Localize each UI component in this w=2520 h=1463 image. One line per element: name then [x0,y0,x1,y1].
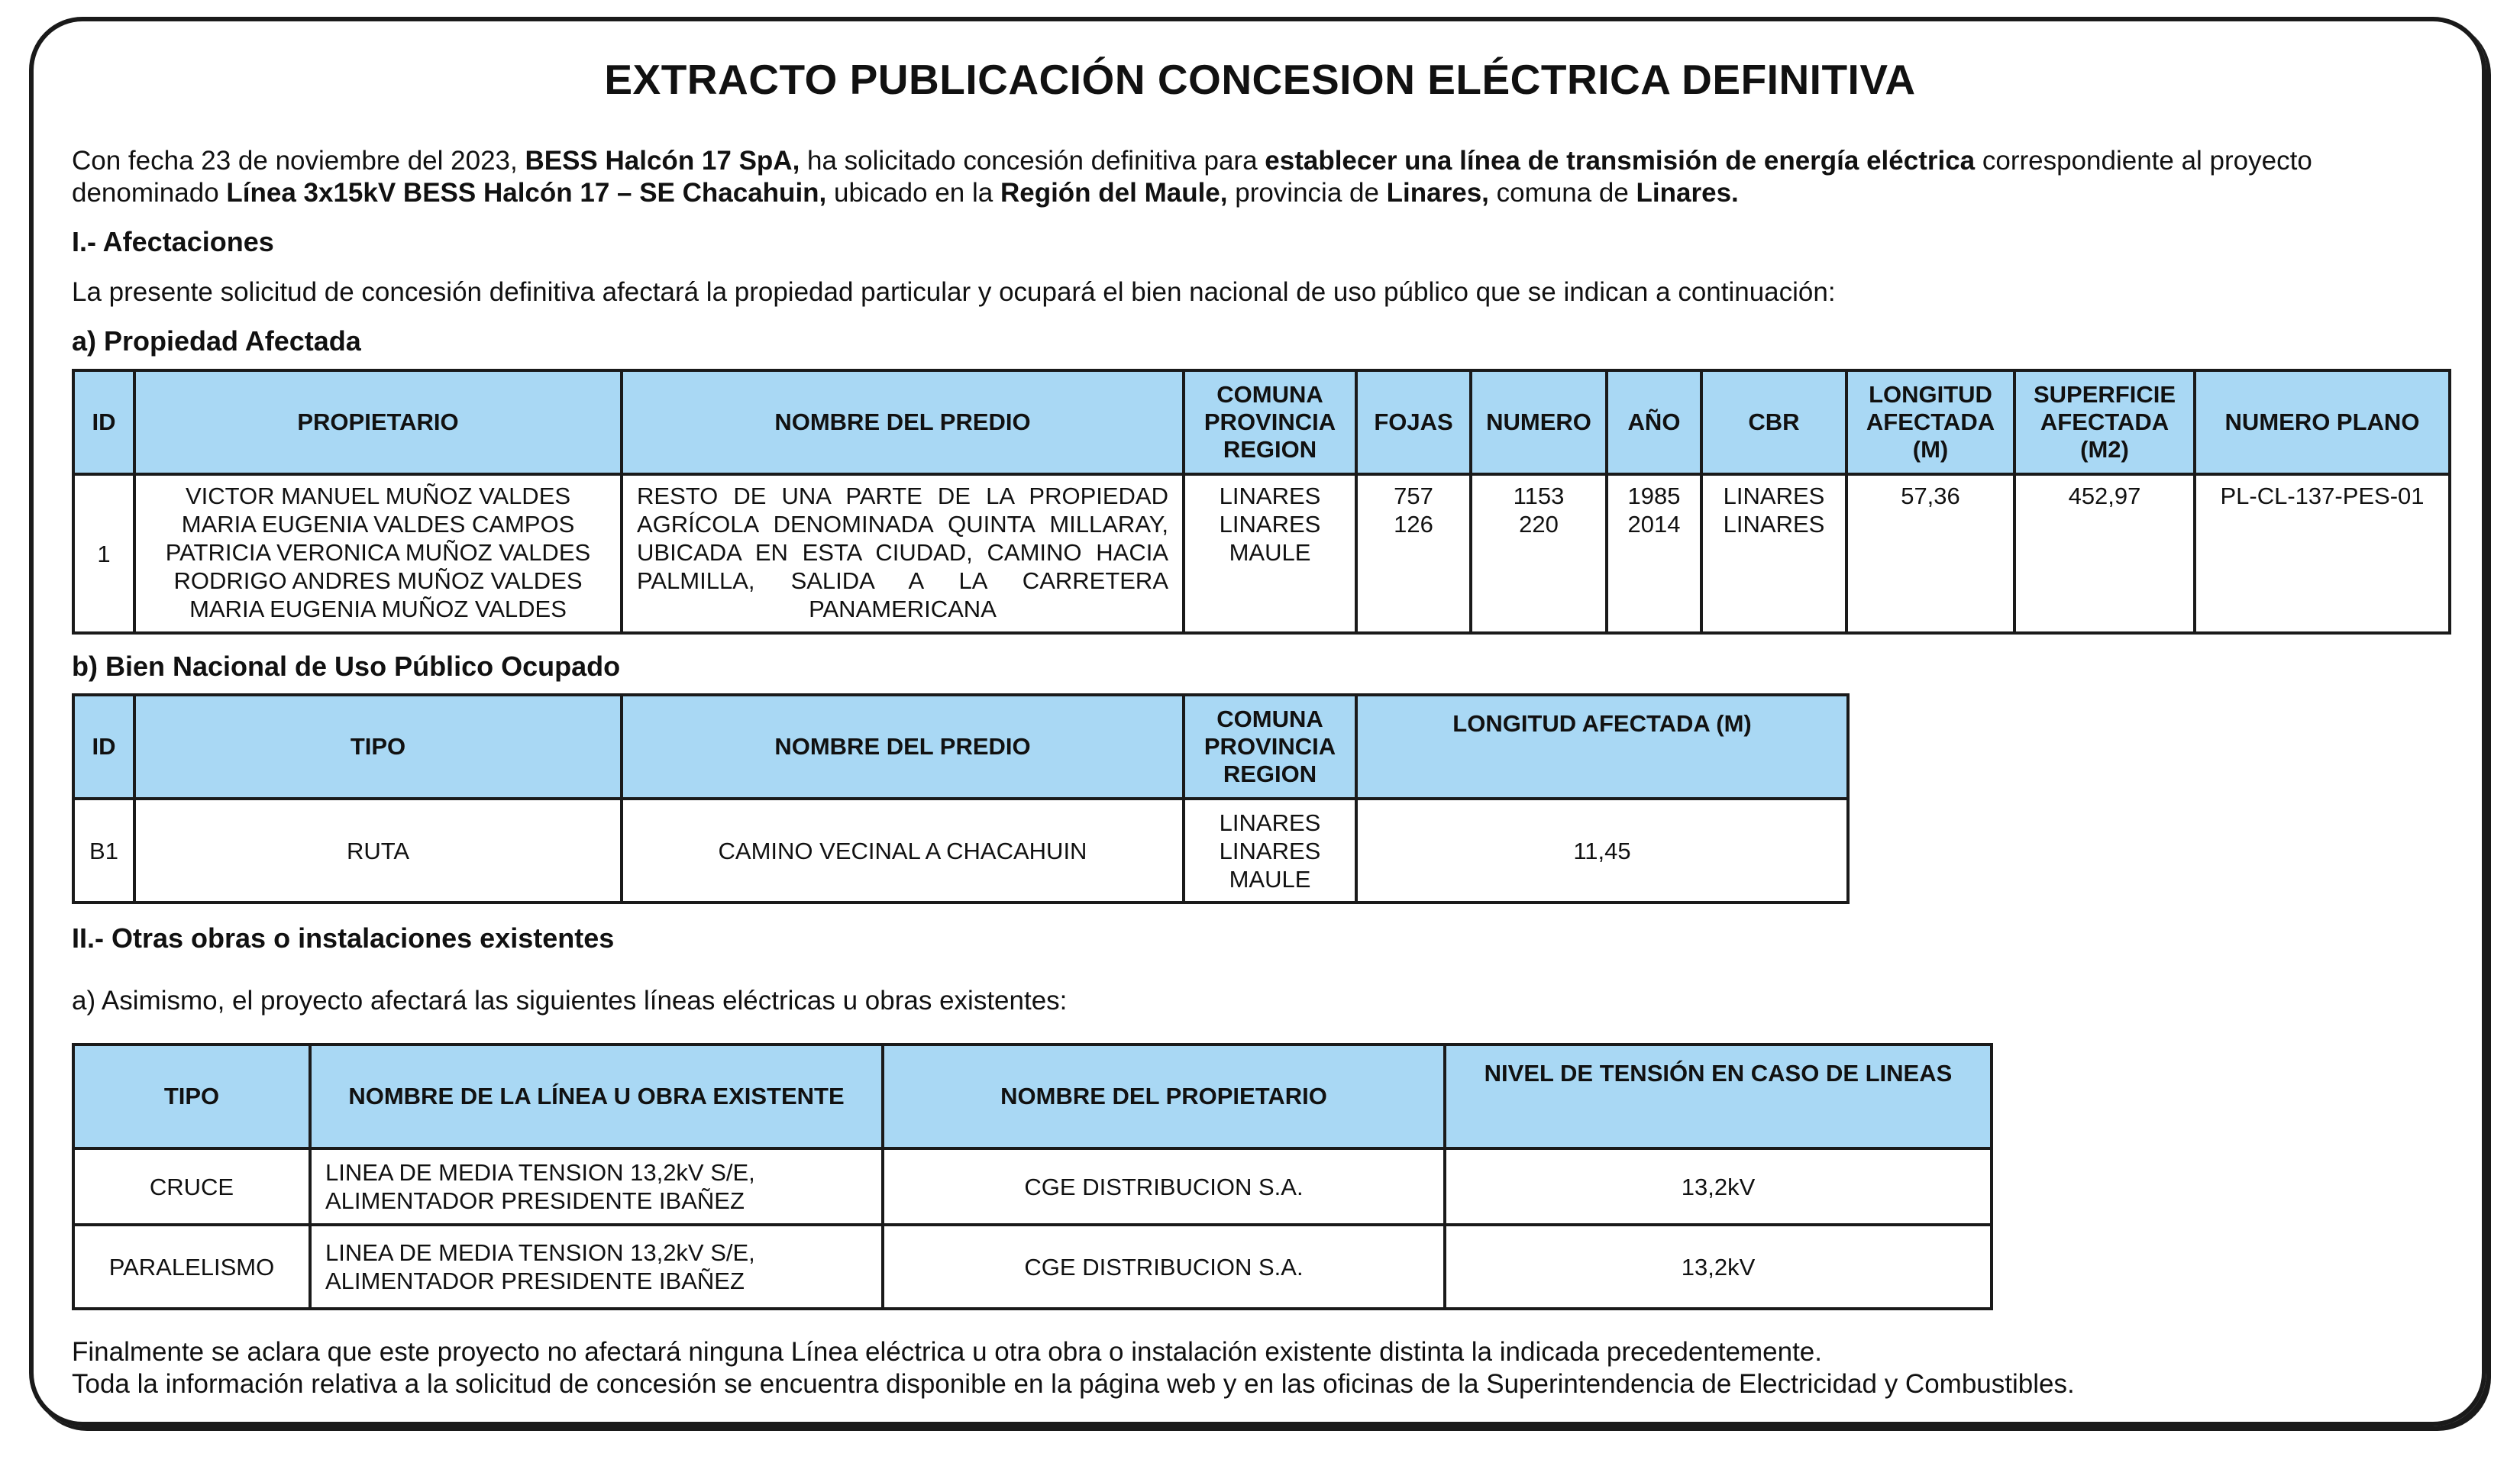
intro-text: ubicado en la [826,178,1000,208]
cell-cbr: LINARES LINARES [1701,474,1846,633]
col-header-comuna: COMUNA PROVINCIA REGION [1184,370,1356,474]
intro-text: correspondiente al proyecto [1975,146,2312,176]
province-name: Linares, [1386,178,1489,208]
document-title: EXTRACTO PUBLICACIÓN CONCESION ELÉCTRICA DEFINITIVA [604,56,1916,103]
table-header-row [73,695,1848,799]
table-row [73,799,1848,903]
col-header-anio: AÑO [1607,370,1701,474]
cell-id: 1 [73,474,134,633]
cell-longitud: 57,36 [1846,474,2014,633]
cell-longitud: 11,45 [1356,799,1848,903]
table-header-row [73,1045,1992,1148]
cell-tipo: CRUCE [73,1148,310,1225]
col-header-id: ID [73,695,134,799]
cell-nivel-tension: 13,2kV [1445,1225,1992,1309]
table-propiedad-afectada [72,369,2451,635]
col-header-tipo: TIPO [73,1045,310,1148]
table-row [73,1225,1992,1309]
col-header-nombre-propietario: NOMBRE DEL PROPIETARIO [883,1045,1445,1148]
col-header-nombre-obra: NOMBRE DE LA LÍNEA U OBRA EXISTENTE [310,1045,883,1148]
col-header-longitud: LONGITUD AFECTADA (M) [1356,695,1848,799]
col-header-comuna: COMUNA PROVINCIA REGION [1184,695,1356,799]
table-row [73,1148,1992,1225]
col-header-tipo: TIPO [134,695,622,799]
cell-numero: 1153 220 [1471,474,1607,633]
footer-line-2: Toda la información relativa a la solicitud de concesión se encuentra disponible en la página web y en las oficinas de la Superintendencia de Electricidad y Combustibles. [72,1369,2075,1399]
commune-name: Linares. [1636,178,1739,208]
cell-nombre-predio: CAMINO VECINAL A CHACAHUIN [622,799,1184,903]
table-header-row [73,370,2450,474]
intro-text: ha solicitado concesión definitiva para [800,146,1265,176]
col-header-cbr: CBR [1701,370,1846,474]
table-otras-obras [72,1043,1993,1310]
section-heading-afectaciones: I.- Afectaciones [72,226,274,257]
col-header-superficie: SUPERFICIE AFECTADA (M2) [2014,370,2195,474]
company-name: BESS Halcón 17 SpA, [525,146,800,176]
project-name: Línea 3x15kV BESS Halcón 17 – SE Chacahuin, [226,178,827,208]
intro-text: Con fecha 23 de noviembre del 2023, [72,146,525,176]
cell-numero-plano: PL-CL-137-PES-01 [2195,474,2450,633]
section-text-afectaciones: La presente solicitud de concesión definitiva afectará la propiedad particular y ocupará el bien nacional de uso público que se indican a continuación: [72,277,1836,307]
col-header-numero: NUMERO [1471,370,1607,474]
cell-nivel-tension: 13,2kV [1445,1148,1992,1225]
cell-id: B1 [73,799,134,903]
intro-text: comuna de [1488,178,1636,208]
cell-comuna: LINARES LINARES MAULE [1184,799,1356,903]
subheading-propiedad-afectada: a) Propiedad Afectada [72,325,361,357]
cell-comuna: LINARES LINARES MAULE [1184,474,1356,633]
col-header-longitud: LONGITUD AFECTADA (M) [1846,370,2014,474]
cell-superficie: 452,97 [2014,474,2195,633]
cell-fojas: 757 126 [1356,474,1471,633]
col-header-nombre-predio: NOMBRE DEL PREDIO [622,370,1184,474]
intro-paragraph [72,145,2312,209]
footer-note [72,1336,2075,1400]
subheading-bien-nacional: b) Bien Nacional de Uso Público Ocupado [72,651,621,682]
cell-propietario: CGE DISTRIBUCION S.A. [883,1148,1445,1225]
table-bien-nacional [72,693,1850,904]
intro-text: denominado [72,178,227,208]
col-header-numero-plano: NUMERO PLANO [2195,370,2450,474]
region-name: Región del Maule, [1000,178,1228,208]
cell-propietario: VICTOR MANUEL MUÑOZ VALDES MARIA EUGENIA VALDES CAMPOS PATRICIA VERONICA MUÑOZ VALDES RODRIGO ANDRES MUÑOZ VALDES MARIA EUGENIA MUÑOZ VALDES [134,474,622,633]
col-header-nivel-tension: NIVEL DE TENSIÓN EN CASO DE LINEAS [1445,1045,1992,1148]
intro-line-2 [72,177,2312,209]
cell-nombre-obra: LINEA DE MEDIA TENSION 13,2kV S/E, ALIMENTADOR PRESIDENTE IBAÑEZ [310,1225,883,1309]
cell-propietario: CGE DISTRIBUCION S.A. [883,1225,1445,1309]
intro-line-1 [72,145,2312,177]
col-header-nombre-predio: NOMBRE DEL PREDIO [622,695,1184,799]
table-row [73,474,2450,633]
section-text-otras-obras: a) Asimismo, el proyecto afectará las siguientes líneas eléctricas u obras existentes: [72,986,1068,1016]
intro-text: provincia de [1227,178,1387,208]
cell-tipo: PARALELISMO [73,1225,310,1309]
cell-anio: 1985 2014 [1607,474,1701,633]
footer-line-1: Finalmente se aclara que este proyecto no afectará ninguna Línea eléctrica u otra obra o instalación existente distinta la indicada precedentemente. [72,1337,1822,1367]
cell-nombre-obra: LINEA DE MEDIA TENSION 13,2kV S/E, ALIMENTADOR PRESIDENTE IBAÑEZ [310,1148,883,1225]
concession-purpose: establecer una línea de transmisión de energía eléctrica [1265,146,1976,176]
col-header-id: ID [73,370,134,474]
section-heading-otras-obras: II.- Otras obras o instalaciones existentes [72,922,615,954]
cell-nombre-predio: RESTO DE UNA PARTE DE LA PROPIEDAD AGRÍCOLA DENOMINADA QUINTA MILLARAY, UBICADA EN ESTA CIUDAD, CAMINO HACIA PALMILLA, SALIDA A LA CARRETERA PANAMERICANA [622,474,1184,633]
col-header-fojas: FOJAS [1356,370,1471,474]
cell-tipo: RUTA [134,799,622,903]
col-header-propietario: PROPIETARIO [134,370,622,474]
